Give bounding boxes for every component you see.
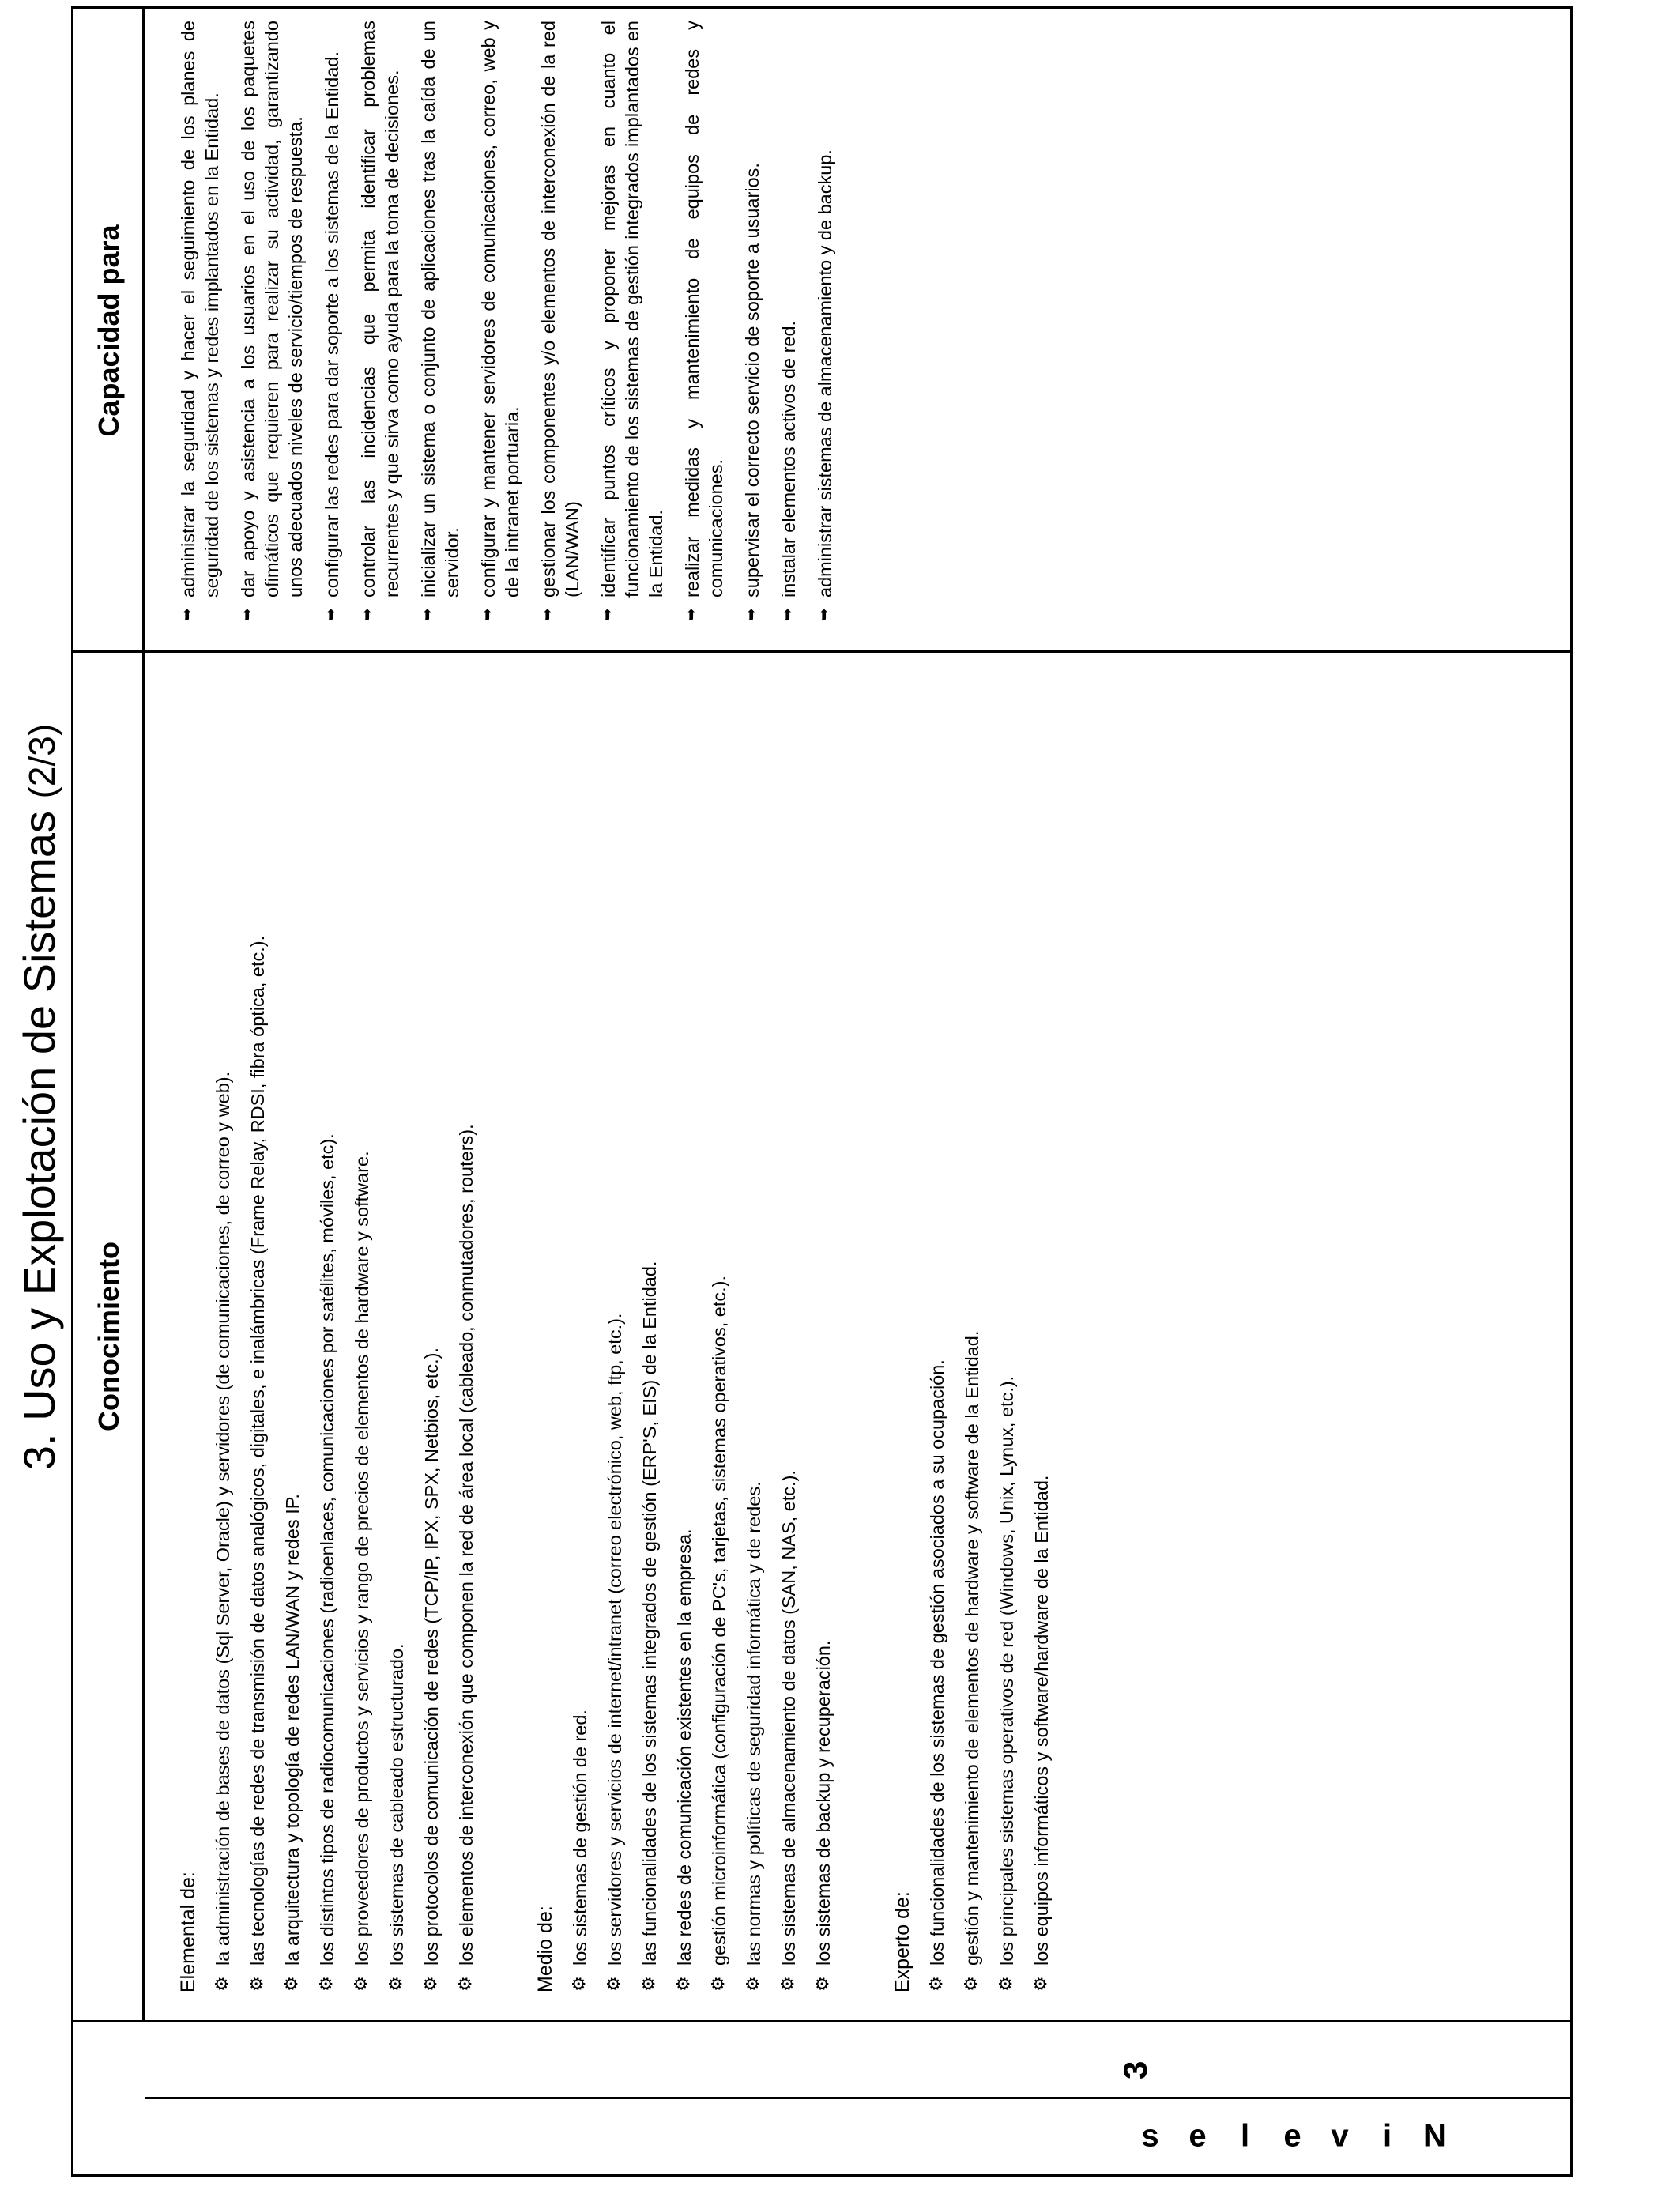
capacity-item: [597, 21, 668, 621]
knowledge-section: [533, 680, 835, 1992]
level-number: 3: [1117, 2060, 1154, 2079]
gear-bullet-icon: ⚙: [743, 1976, 763, 1992]
section-title: Elemental de:: [177, 1872, 199, 1992]
knowledge-item-text: las funcionalidades de los sistemas integrados de gestión (ERP'S, EIS) de la Entidad.: [639, 1261, 660, 1966]
knowledge-item: [603, 680, 627, 1992]
arrow-bullet-icon: ➥: [779, 608, 797, 621]
column-divider: [73, 650, 1570, 653]
capacity-item: [320, 21, 344, 621]
arrow-bullet-icon: ➥: [419, 608, 436, 621]
capacity-item-text: configurar y mantener servidores de comunicaciones, correo, web y de la intranet portuaria.: [478, 21, 522, 598]
knowledge-item-text: los protocolos de comunicación de redes (TCP/IP, IPX, SPX, Netbios, etc.).: [421, 1348, 442, 1966]
gear-bullet-icon: ⚙: [708, 1976, 728, 1992]
knowledge-section: [891, 680, 1053, 1992]
gear-bullet-icon: ⚙: [778, 1976, 797, 1992]
gear-bullet-icon: ⚙: [961, 1976, 981, 1992]
capacity-item-text: administrar sistemas de almacenamiento y de backup.: [815, 149, 835, 598]
gear-bullet-icon: ⚙: [316, 1976, 336, 1992]
gear-bullet-icon: ⚙: [569, 1976, 589, 1992]
gear-bullet-icon: ⚙: [673, 1976, 693, 1992]
knowledge-item-text: las normas y políticas de seguridad informática y de redes.: [744, 1481, 764, 1966]
knowledge-item: [812, 680, 835, 1992]
capacity-item: [777, 21, 800, 621]
gear-bullet-icon: ⚙: [212, 1976, 232, 1992]
arrow-bullet-icon: ➥: [359, 608, 376, 621]
gear-bullet-icon: ⚙: [926, 1976, 946, 1992]
knowledge-item: [385, 680, 409, 1992]
knowledge-item: [777, 680, 800, 1992]
capacity-item: [813, 21, 837, 621]
capacity-item: [537, 21, 584, 621]
arrow-bullet-icon: ➥: [743, 608, 760, 621]
knowledge-item: [246, 680, 269, 1992]
capacity-item-text: administrar la seguridad y hacer el seguimiento de los planes de seguridad de los sistemas y redes implantados en la Entidad.: [178, 21, 222, 598]
arrow-bullet-icon: ➥: [683, 608, 700, 621]
arrow-bullet-icon: ➥: [816, 608, 833, 621]
capacity-item-text: supervisar el correcto servicio de soporte a usuarios.: [742, 163, 763, 598]
gear-bullet-icon: ⚙: [638, 1976, 658, 1992]
capacity-item-text: inicializar un sistema o conjunto de aplicaciones tras la caída de un servidor.: [418, 21, 462, 598]
arrow-bullet-icon: ➥: [479, 608, 496, 621]
page-title-main: 3. Uso y Explotación de Sistemas: [14, 810, 64, 1471]
knowledge-item-text: los proveedores de productos y servicios y rango de precios de elementos de hardware y software.: [352, 1151, 372, 1966]
gear-bullet-icon: ⚙: [455, 1976, 475, 1992]
section-title: Experto de:: [891, 1891, 913, 1992]
capacidad-column: [176, 21, 849, 621]
knowledge-item-text: los sistemas de almacenamiento de datos (SAN, NAS, etc.).: [778, 1470, 799, 1966]
gear-bullet-icon: ⚙: [420, 1976, 440, 1992]
knowledge-item: [211, 680, 235, 1992]
knowledge-item: [960, 680, 984, 1992]
knowledge-item-text: los sistemas de gestión de red.: [570, 1710, 590, 1966]
knowledge-item-text: la arquitectura y topología de redes LAN/WAN y redes IP.: [282, 1494, 303, 1966]
capacity-item-text: instalar elementos activos de red.: [778, 320, 799, 598]
arrow-bullet-icon: ➥: [599, 608, 616, 621]
table-header-row: [73, 9, 145, 2020]
gear-bullet-icon: ⚙: [1030, 1976, 1050, 1992]
knowledge-item-text: los servidores y servicios de internet/intranet (correo electrónico, web, ftp, etc.).: [605, 1313, 625, 1966]
knowledge-item: [925, 680, 949, 1992]
capacity-item-text: identificar puntos críticos y proponer mejoras en cuanto el funcionamiento de los sistemas de gestión integrados implantados en la Entidad.: [598, 21, 666, 598]
knowledge-item: [315, 680, 339, 1992]
knowledge-section: [176, 680, 478, 1992]
nivel-letter: i: [1382, 2118, 1392, 2154]
nivel-vertical-label: [145, 2020, 1570, 2174]
page-title-suffix: (2/3): [21, 723, 62, 799]
capacity-item: [236, 21, 307, 621]
header-capacidad: Capacidad para: [92, 224, 125, 437]
capacity-item: [176, 21, 224, 621]
knowledge-item-text: gestión y mantenimiento de elementos de hardware y software de la Entidad.: [962, 1330, 982, 1966]
capacity-item-text: gestionar los componentes y/o elementos de interconexión de la red (LAN/WAN): [538, 21, 582, 598]
nivel-letter: l: [1240, 2118, 1250, 2154]
section-title: Medio de:: [534, 1906, 556, 1992]
knowledge-item: [350, 680, 374, 1992]
capacity-item: [740, 21, 764, 621]
knowledge-item-text: los funcionalidades de los sistemas de gestión asociados a su ocupación.: [927, 1359, 947, 1966]
knowledge-item: [707, 680, 731, 1992]
gear-bullet-icon: ⚙: [281, 1976, 301, 1992]
knowledge-item-text: las tecnologías de redes de transmisión de datos analógicos, digitales, e inalámbricas (Frame Relay, RDSI, fibra óptica, etc.).: [247, 935, 268, 1966]
capacity-item: [477, 21, 524, 621]
capacity-item-text: realizar medidas y mantenimiento de equipos de redes y comunicaciones.: [682, 21, 726, 598]
knowledge-item: [281, 680, 304, 1992]
gear-bullet-icon: ⚙: [386, 1976, 405, 1992]
knowledge-item-text: las redes de comunicación existentes en la empresa.: [674, 1529, 695, 1966]
conocimiento-column: [176, 680, 1109, 1992]
capacity-item: [356, 21, 404, 621]
arrow-bullet-icon: ➥: [239, 608, 256, 621]
knowledge-item-text: la administración de bases de datos (Sql Server, Oracle) y servidores (de comunicaciones, de correo y web).: [213, 1071, 233, 1966]
header-conocimiento: Conocimiento: [92, 1242, 125, 1431]
gear-bullet-icon: ⚙: [351, 1976, 371, 1992]
knowledge-item-text: los sistemas de cableado estructurado.: [386, 1643, 407, 1966]
knowledge-item: [638, 680, 661, 1992]
arrow-bullet-icon: ➥: [539, 608, 556, 621]
arrow-bullet-icon: ➥: [179, 608, 196, 621]
capacity-item: [416, 21, 464, 621]
nivel-letter: e: [1188, 2118, 1207, 2154]
knowledge-item-text: los sistemas de backup y recuperación.: [813, 1640, 834, 1966]
competency-table: [71, 6, 1573, 2177]
capacity-item: [680, 21, 728, 621]
gear-bullet-icon: ⚙: [604, 1976, 623, 1992]
knowledge-item: [742, 680, 766, 1992]
nivel-letter: s: [1141, 2118, 1159, 2154]
capacity-item-text: dar apoyo y asistencia a los usuarios en el uso de los paquetes ofimáticos que requieren para realizar su actividad, garantizando unos adecuados niveles de servicio/tiempos de respuesta.: [238, 21, 306, 598]
knowledge-item-text: los principales sistemas operativos de red (Windows, Unix, Lynux, etc.).: [996, 1375, 1017, 1966]
nivel-letter: v: [1331, 2118, 1349, 2154]
gear-bullet-icon: ⚙: [247, 1976, 266, 1992]
knowledge-item-text: los equipos informáticos y software/hardware de la Entidad.: [1031, 1475, 1052, 1966]
capacity-item-text: configurar las redes para dar soporte a los sistemas de la Entidad.: [322, 51, 342, 598]
nivel-letter: N: [1423, 2118, 1446, 2154]
knowledge-item: [454, 680, 478, 1992]
arrow-bullet-icon: ➥: [322, 608, 340, 621]
knowledge-item: [672, 680, 696, 1992]
gear-bullet-icon: ⚙: [996, 1976, 1015, 1992]
knowledge-item: [568, 680, 592, 1992]
knowledge-item: [420, 680, 443, 1992]
capacity-item-text: controlar las incidencias que permita identificar problemas recurrentes y que sirva como ayuda para la toma de decisiones.: [358, 21, 402, 598]
knowledge-item-text: gestión microinformática (configuración de PC's, tarjetas, sistemas operativos, etc.).: [709, 1275, 729, 1966]
gear-bullet-icon: ⚙: [812, 1976, 832, 1992]
knowledge-item-text: los distintos tipos de radiocomunicaciones (radioenlaces, comunicaciones por satélites, móviles, etc).: [317, 1133, 337, 1966]
knowledge-item-text: los elementos de interconexión que componen la red de área local (cableado, conmutadores, routers).: [456, 1124, 477, 1966]
level-cell: [145, 2020, 1570, 2174]
nivel-letter: e: [1283, 2118, 1301, 2154]
knowledge-item: [995, 680, 1019, 1992]
knowledge-item: [1030, 680, 1053, 1992]
